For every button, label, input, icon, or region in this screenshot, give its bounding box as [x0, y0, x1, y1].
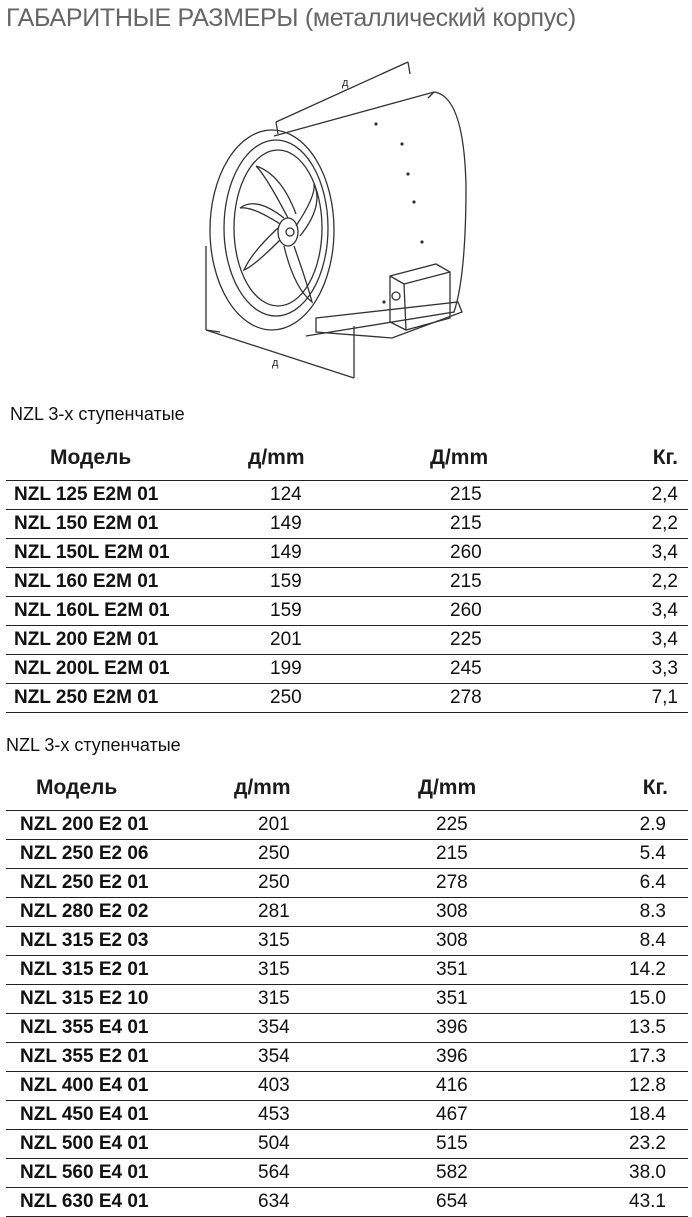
table-row — [6, 1130, 688, 1159]
table-row — [6, 811, 688, 840]
cell-d-large: 396 — [436, 1046, 468, 1067]
cell-kg: 13.5 — [629, 1017, 666, 1038]
table-row — [6, 869, 688, 898]
table-row — [6, 1159, 688, 1188]
cell-model: NZL 150L E2M 01 — [14, 542, 170, 563]
cell-model: NZL 250 E2M 01 — [14, 687, 159, 708]
col-d-large-header: Д/mm — [430, 446, 489, 469]
cell-d-large: 351 — [436, 988, 468, 1009]
cell-kg: 12.8 — [629, 1075, 666, 1096]
cell-d-large: 351 — [436, 959, 468, 980]
cell-kg: 8.3 — [639, 901, 666, 922]
cell-kg: 5.4 — [639, 843, 666, 864]
cell-kg: 43.1 — [629, 1191, 666, 1212]
col-kg-header: Кг. — [642, 776, 668, 799]
table-row — [6, 539, 688, 568]
cell-model: NZL 400 E4 01 — [20, 1075, 149, 1096]
cell-d-small: 453 — [258, 1104, 290, 1125]
cell-model: NZL 160 E2M 01 — [14, 571, 159, 592]
table-row — [6, 684, 688, 713]
cell-model: NZL 355 E2 01 — [20, 1046, 149, 1067]
table-row — [6, 1101, 688, 1130]
cell-d-large: 582 — [436, 1162, 468, 1183]
table-row — [6, 956, 688, 985]
col-d-small-header: д/mm — [248, 446, 305, 469]
cell-d-large: 654 — [436, 1191, 468, 1212]
cell-model: NZL 560 E4 01 — [20, 1162, 149, 1183]
cell-d-small: 354 — [258, 1046, 290, 1067]
cell-d-large: 215 — [450, 484, 482, 505]
cell-d-large: 245 — [450, 658, 482, 679]
cell-d-large: 515 — [436, 1133, 468, 1154]
cell-d-large: 467 — [436, 1104, 468, 1125]
col-d-large-header: Д/mm — [418, 776, 477, 799]
table-row — [6, 568, 688, 597]
cell-d-large: 308 — [436, 901, 468, 922]
col-kg-header: Кг. — [652, 446, 678, 469]
cell-d-small: 315 — [258, 959, 290, 980]
cell-d-small: 250 — [258, 872, 290, 893]
cell-d-large: 260 — [450, 542, 482, 563]
cell-model: NZL 160L E2M 01 — [14, 600, 170, 621]
cell-d-small: 201 — [270, 629, 302, 650]
table-row — [6, 1014, 688, 1043]
cell-d-small: 634 — [258, 1191, 290, 1212]
cell-d-large: 260 — [450, 600, 482, 621]
table-row — [6, 840, 688, 869]
cell-d-large: 416 — [436, 1075, 468, 1096]
cell-d-large: 308 — [436, 930, 468, 951]
cell-d-small: 149 — [270, 513, 302, 534]
cell-kg: 3,4 — [651, 629, 678, 650]
cell-kg: 8.4 — [639, 930, 666, 951]
cell-d-small: 159 — [270, 571, 302, 592]
cell-model: NZL 355 E4 01 — [20, 1017, 149, 1038]
table-row — [6, 626, 688, 655]
cell-d-large: 225 — [450, 629, 482, 650]
cell-kg: 2,4 — [651, 484, 678, 505]
cell-d-large: 215 — [450, 513, 482, 534]
cell-kg: 23.2 — [629, 1133, 666, 1154]
table-1 — [6, 440, 688, 713]
cell-model: NZL 315 E2 03 — [20, 930, 149, 951]
cell-d-small: 124 — [270, 484, 302, 505]
table-row — [6, 898, 688, 927]
table-1-caption: NZL 3-х ступенчатые — [10, 404, 185, 424]
cell-model: NZL 150 E2M 01 — [14, 513, 159, 534]
cell-d-small: 199 — [270, 658, 302, 679]
table-row — [6, 1043, 688, 1072]
table-row — [6, 510, 688, 539]
cell-d-small: 149 — [270, 542, 302, 563]
cell-d-large: 225 — [436, 814, 468, 835]
cell-model: NZL 200 E2 01 — [20, 814, 149, 835]
cell-kg: 38.0 — [629, 1162, 666, 1183]
page-title: ГАБАРИТНЫЕ РАЗМЕРЫ (металлический корпус) — [6, 4, 576, 32]
table-row — [6, 597, 688, 626]
cell-d-small: 159 — [270, 600, 302, 621]
cell-d-small: 315 — [258, 988, 290, 1009]
cell-kg: 14.2 — [629, 959, 666, 980]
dim-label-top: д — [342, 77, 349, 89]
cell-d-small: 403 — [258, 1075, 290, 1096]
table-row — [6, 1188, 688, 1217]
cell-model: NZL 315 E2 01 — [20, 959, 149, 980]
fan-dimension-drawing — [196, 56, 486, 386]
cell-kg: 2.9 — [639, 814, 666, 835]
cell-model: NZL 250 E2 06 — [20, 843, 149, 864]
table-row — [6, 927, 688, 956]
cell-kg: 15.0 — [629, 988, 666, 1009]
table-2-caption: NZL 3-х ступенчатые — [6, 735, 181, 755]
table-2 — [6, 770, 688, 1217]
col-model-header: Модель — [36, 776, 118, 799]
cell-kg: 7,1 — [651, 687, 678, 708]
cell-kg: 2,2 — [651, 571, 678, 592]
col-d-small-header: д/mm — [234, 776, 291, 799]
cell-d-small: 315 — [258, 930, 290, 951]
cell-kg: 3,4 — [651, 600, 678, 621]
cell-d-small: 564 — [258, 1162, 290, 1183]
cell-d-small: 504 — [258, 1133, 290, 1154]
cell-kg: 3,3 — [651, 658, 678, 679]
dim-label-bottom: д — [272, 357, 279, 369]
table-2-header — [6, 770, 688, 811]
table-row — [6, 481, 688, 510]
cell-d-large: 215 — [450, 571, 482, 592]
cell-d-large: 396 — [436, 1017, 468, 1038]
cell-model: NZL 250 E2 01 — [20, 872, 149, 893]
cell-model: NZL 500 E4 01 — [20, 1133, 149, 1154]
cell-model: NZL 200L E2M 01 — [14, 658, 170, 679]
cell-d-large: 278 — [450, 687, 482, 708]
cell-model: NZL 450 E4 01 — [20, 1104, 149, 1125]
cell-kg: 6.4 — [639, 872, 666, 893]
table-row — [6, 655, 688, 684]
cell-model: NZL 315 E2 10 — [20, 988, 149, 1009]
cell-d-small: 201 — [258, 814, 290, 835]
table-1-header — [6, 440, 688, 481]
cell-model: NZL 280 E2 02 — [20, 901, 149, 922]
cell-d-small: 250 — [258, 843, 290, 864]
table-row — [6, 1072, 688, 1101]
cell-d-large: 215 — [436, 843, 468, 864]
col-model-header: Модель — [50, 446, 132, 469]
cell-kg: 18.4 — [629, 1104, 666, 1125]
cell-kg: 17.3 — [629, 1046, 666, 1067]
cell-kg: 3,4 — [651, 542, 678, 563]
table-row — [6, 985, 688, 1014]
cell-d-small: 281 — [258, 901, 290, 922]
cell-d-large: 278 — [436, 872, 468, 893]
cell-d-small: 250 — [270, 687, 302, 708]
cell-d-small: 354 — [258, 1017, 290, 1038]
cell-kg: 2,2 — [651, 513, 678, 534]
cell-model: NZL 125 E2M 01 — [14, 484, 159, 505]
cell-model: NZL 630 E4 01 — [20, 1191, 149, 1212]
cell-model: NZL 200 E2M 01 — [14, 629, 159, 650]
